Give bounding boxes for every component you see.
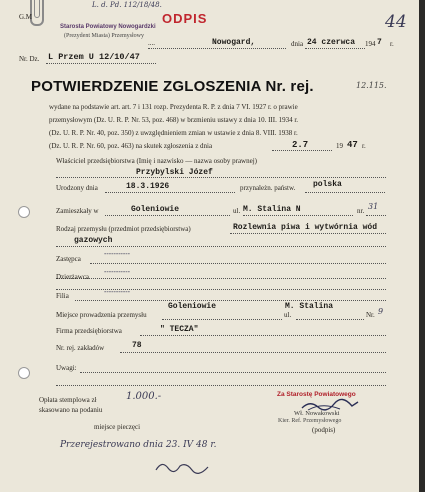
born-value: 18.3.1926 xyxy=(126,182,170,191)
nr-dz-value: L Przem U 12/10/47 xyxy=(48,52,140,62)
legal-date: 2.7 xyxy=(292,140,309,150)
legal-suffix: r. xyxy=(362,142,366,150)
reg-value: 78 xyxy=(132,341,142,350)
branch-label: Filia xyxy=(56,292,69,300)
sign-stamp-line-1: Za Starostę Powiatowego xyxy=(277,391,356,398)
location-value: Goleniowie xyxy=(168,302,217,311)
location-nr-label: Nr. xyxy=(366,311,375,319)
fee-label-2: skasowano na podaniu xyxy=(39,406,103,414)
firm-value: " TECZA" xyxy=(160,325,199,334)
sign-stamp-line-3: Kier. Ref. Przemysłowego xyxy=(278,418,342,424)
document-title: POTWIERDZENIE ZGLOSZENIA Nr. rej. xyxy=(31,78,314,95)
location-label: Miejsce prowadzenia przemysłu xyxy=(56,311,147,319)
legal-year: 47 xyxy=(347,140,358,150)
firm-label: Firma przedsiębiorstwa xyxy=(56,327,122,335)
lessee-value: ----------- xyxy=(104,268,131,276)
sign-label: (podpis) xyxy=(312,426,336,434)
year-suffix: r. xyxy=(390,40,394,48)
house-value: 31 xyxy=(368,202,379,211)
legal-line-3: (Dz. U. R. P. Nr. 40, poz. 350) z uwzględnieniem zmian w ustawie z dnia 8. VIII. 1938 r. xyxy=(49,129,298,137)
punch-hole-lower-icon xyxy=(18,367,30,379)
trade-value-1: Rozlewnia piwa i wytwórnia wód xyxy=(233,223,378,232)
citizenship-value: polska xyxy=(313,180,342,189)
year-value: 7 xyxy=(377,38,382,47)
seal-label: miejsce pieczęci xyxy=(94,423,141,431)
lessee-label: Dzierżawca xyxy=(56,273,90,281)
bottom-signature xyxy=(154,458,214,476)
top-annotation: L. d. Pd. 112/18/48. xyxy=(92,1,162,9)
handwritten-note: Przerejestrowano dnia 23. IV 48 r. xyxy=(60,440,217,450)
residence-value: Goleniowie xyxy=(131,205,180,214)
deputy-value: ----------- xyxy=(104,250,131,258)
fee-label: Opłata stemplowa zł xyxy=(39,396,97,404)
owner-value: Przybylski Józef xyxy=(136,168,213,177)
city-prefix: .... xyxy=(148,39,155,47)
legal-line-1: wydane na podstawie art. art. 7 i 131 rozp. Prezydenta R. P. z dnia 7 VI. 1927 r. o prawie xyxy=(49,103,298,111)
gm-label: G.M xyxy=(19,13,33,21)
legal-line-2: przemysłowym (Dz. U. R. P. Nr. 53, poz. 468) w brzmieniu ustawy z dnia 10. III. 1934 r. xyxy=(49,116,299,124)
trade-label: Rodzaj przemysłu (przedmiot przedsiębiorstwa) xyxy=(56,225,191,233)
born-label: Urodzony dnia xyxy=(56,184,98,192)
date-label: dnia xyxy=(291,40,304,48)
house-label: nr. xyxy=(357,207,365,215)
office-printed: (Prezydent Miasta) Przemysłowy xyxy=(64,33,144,39)
deputy-label: Zastępca xyxy=(56,255,81,263)
nr-dz-label: Nr. Dz. xyxy=(19,55,40,63)
street-label: ul. xyxy=(233,207,241,215)
remarks-label: Uwagi: xyxy=(56,364,77,372)
paper-clip-inner-icon xyxy=(34,0,40,18)
citizenship-label: przynależn. państw. xyxy=(240,184,296,192)
office-stamp: Starosta Powiatowy Nowogardzki xyxy=(60,24,156,30)
page-edge xyxy=(419,0,425,492)
location-street-value: M. Stalina xyxy=(285,302,334,311)
bottom-signature-icon xyxy=(154,458,214,476)
date-value: 24 czerwca xyxy=(307,38,356,47)
sign-stamp-line-2: Wł. Nowakowski xyxy=(294,410,340,417)
city-value: Nowogard, xyxy=(212,38,256,47)
location-nr-value: 9 xyxy=(378,307,384,316)
legal-line-4: (Dz. U. R. P. Nr. 60, poz. 463) na skutek zgłoszenia z dnia xyxy=(49,142,213,150)
registration-number: 12.115. xyxy=(356,81,387,90)
fee-value: 1.000.- xyxy=(126,391,162,402)
residence-label: Zamieszkały w xyxy=(56,207,99,215)
branch-value: ----------- xyxy=(104,288,131,296)
trade-value-2: gazowych xyxy=(74,236,113,245)
reg-label: Nr. rej. zakładów xyxy=(56,344,105,352)
legal-year-prefix: 19 xyxy=(336,142,343,150)
location-street-label: ul. xyxy=(284,311,292,319)
odpis-heading: ODPIS xyxy=(162,11,208,26)
punch-hole-icon xyxy=(18,206,30,218)
owner-label: Właściciel przedsiębiorstwa (Imię i nazwisko — nazwa osoby prawnej) xyxy=(56,157,257,165)
year-prefix: 194 xyxy=(365,40,376,48)
street-value: M. Stalina N xyxy=(243,205,301,214)
corner-number: 44 xyxy=(385,12,407,32)
